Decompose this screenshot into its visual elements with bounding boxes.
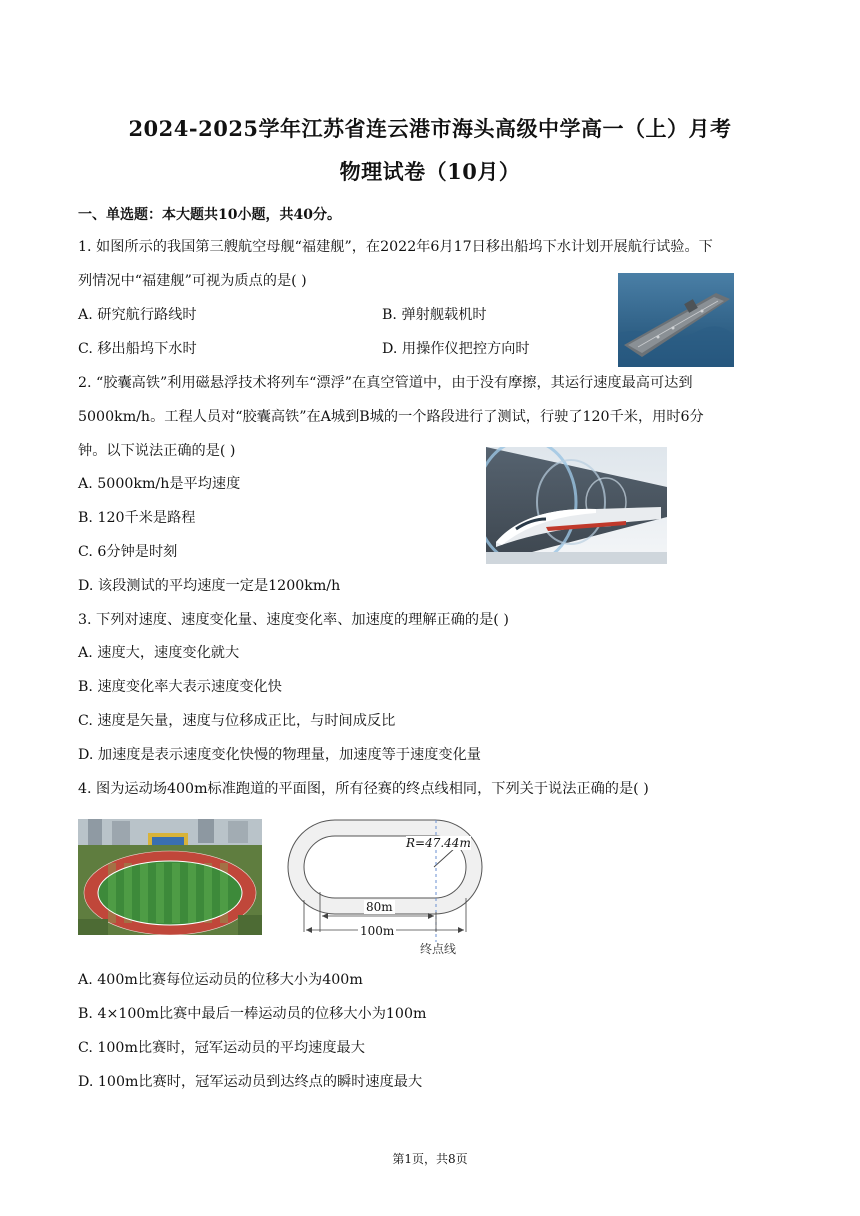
q4-option-a: A. 400m比赛每位运动员的位移大小为400m [78, 972, 363, 988]
q1-option-d: D. 用操作仪把控方向时 [382, 341, 530, 357]
q2-option-c: C. 6分钟是时刻 [78, 544, 178, 560]
q4-stem-line1: 4. 图为运动场400m标准跑道的平面图，所有径赛的终点线相同，下列关于说法正确的是( ) [78, 781, 649, 797]
track-diagram [278, 812, 492, 960]
q3-option-a: A. 速度大，速度变化就大 [78, 645, 240, 661]
exam-title-line2: 物理试卷（10月） [339, 159, 521, 184]
q2-stem-line3: 钟。以下说法正确的是( ) [78, 443, 236, 459]
stadium-photo [78, 819, 262, 935]
q4-option-c: C. 100m比赛时，冠军运动员的平均速度最大 [78, 1040, 365, 1056]
q1-stem-line2: 列情况中“福建舰”可视为质点的是( ) [78, 273, 307, 289]
page-footer: 第1页，共8页 [392, 1152, 468, 1166]
carrier-photo [618, 273, 734, 367]
q2-option-b: B. 120千米是路程 [78, 510, 196, 526]
q4-option-b: B. 4×100m比赛中最后一棒运动员的位移大小为100m [78, 1006, 427, 1022]
q1-stem-line1: 1. 如图所示的我国第三艘航空母舰“福建舰”，在2022年6月17日移出船坞下水计划开展航行试验。下 [78, 239, 713, 255]
q1-option-a: A. 研究航行路线时 [78, 307, 197, 323]
q3-option-b: B. 速度变化率大表示速度变化快 [78, 679, 282, 695]
exam-title-line1: 2024-2025学年江苏省连云港市海头高级中学高一（上）月考 [128, 116, 732, 141]
q3-option-d: D. 加速度是表示速度变化快慢的物理量，加速度等于速度变化量 [78, 747, 481, 763]
q4-option-d: D. 100m比赛时，冠军运动员到达终点的瞬时速度最大 [78, 1074, 423, 1090]
dim-100m-label: 100m [360, 924, 395, 938]
capsule-train-photo [486, 447, 667, 564]
section-heading: 一、单选题：本大题共10小题，共40分。 [78, 207, 341, 223]
dim-80m-label: 80m [366, 900, 393, 914]
q3-stem-line1: 3. 下列对速度、速度变化量、速度变化率、加速度的理解正确的是( ) [78, 612, 509, 628]
q1-option-c: C. 移出船坞下水时 [78, 341, 197, 357]
q2-stem-line1: 2. “胶囊高铁”利用磁悬浮技术将列车“漂浮”在真空管道中，由于没有摩擦，其运行速度最高可达到 [78, 375, 693, 391]
radius-label: R=47.44m [406, 836, 471, 850]
q1-option-b: B. 弹射舰载机时 [382, 307, 487, 323]
finish-line-label: 终点线 [420, 942, 457, 956]
q2-stem-line2: 5000km/h。工程人员对“胶囊高铁”在A城到B城的一个路段进行了测试，行驶了120千米，用时6分 [78, 409, 704, 425]
q2-option-a: A. 5000km/h是平均速度 [78, 476, 241, 492]
q2-option-d: D. 该段测试的平均速度一定是1200km/h [78, 578, 341, 594]
q3-option-c: C. 速度是矢量，速度与位移成正比，与时间成反比 [78, 713, 396, 729]
